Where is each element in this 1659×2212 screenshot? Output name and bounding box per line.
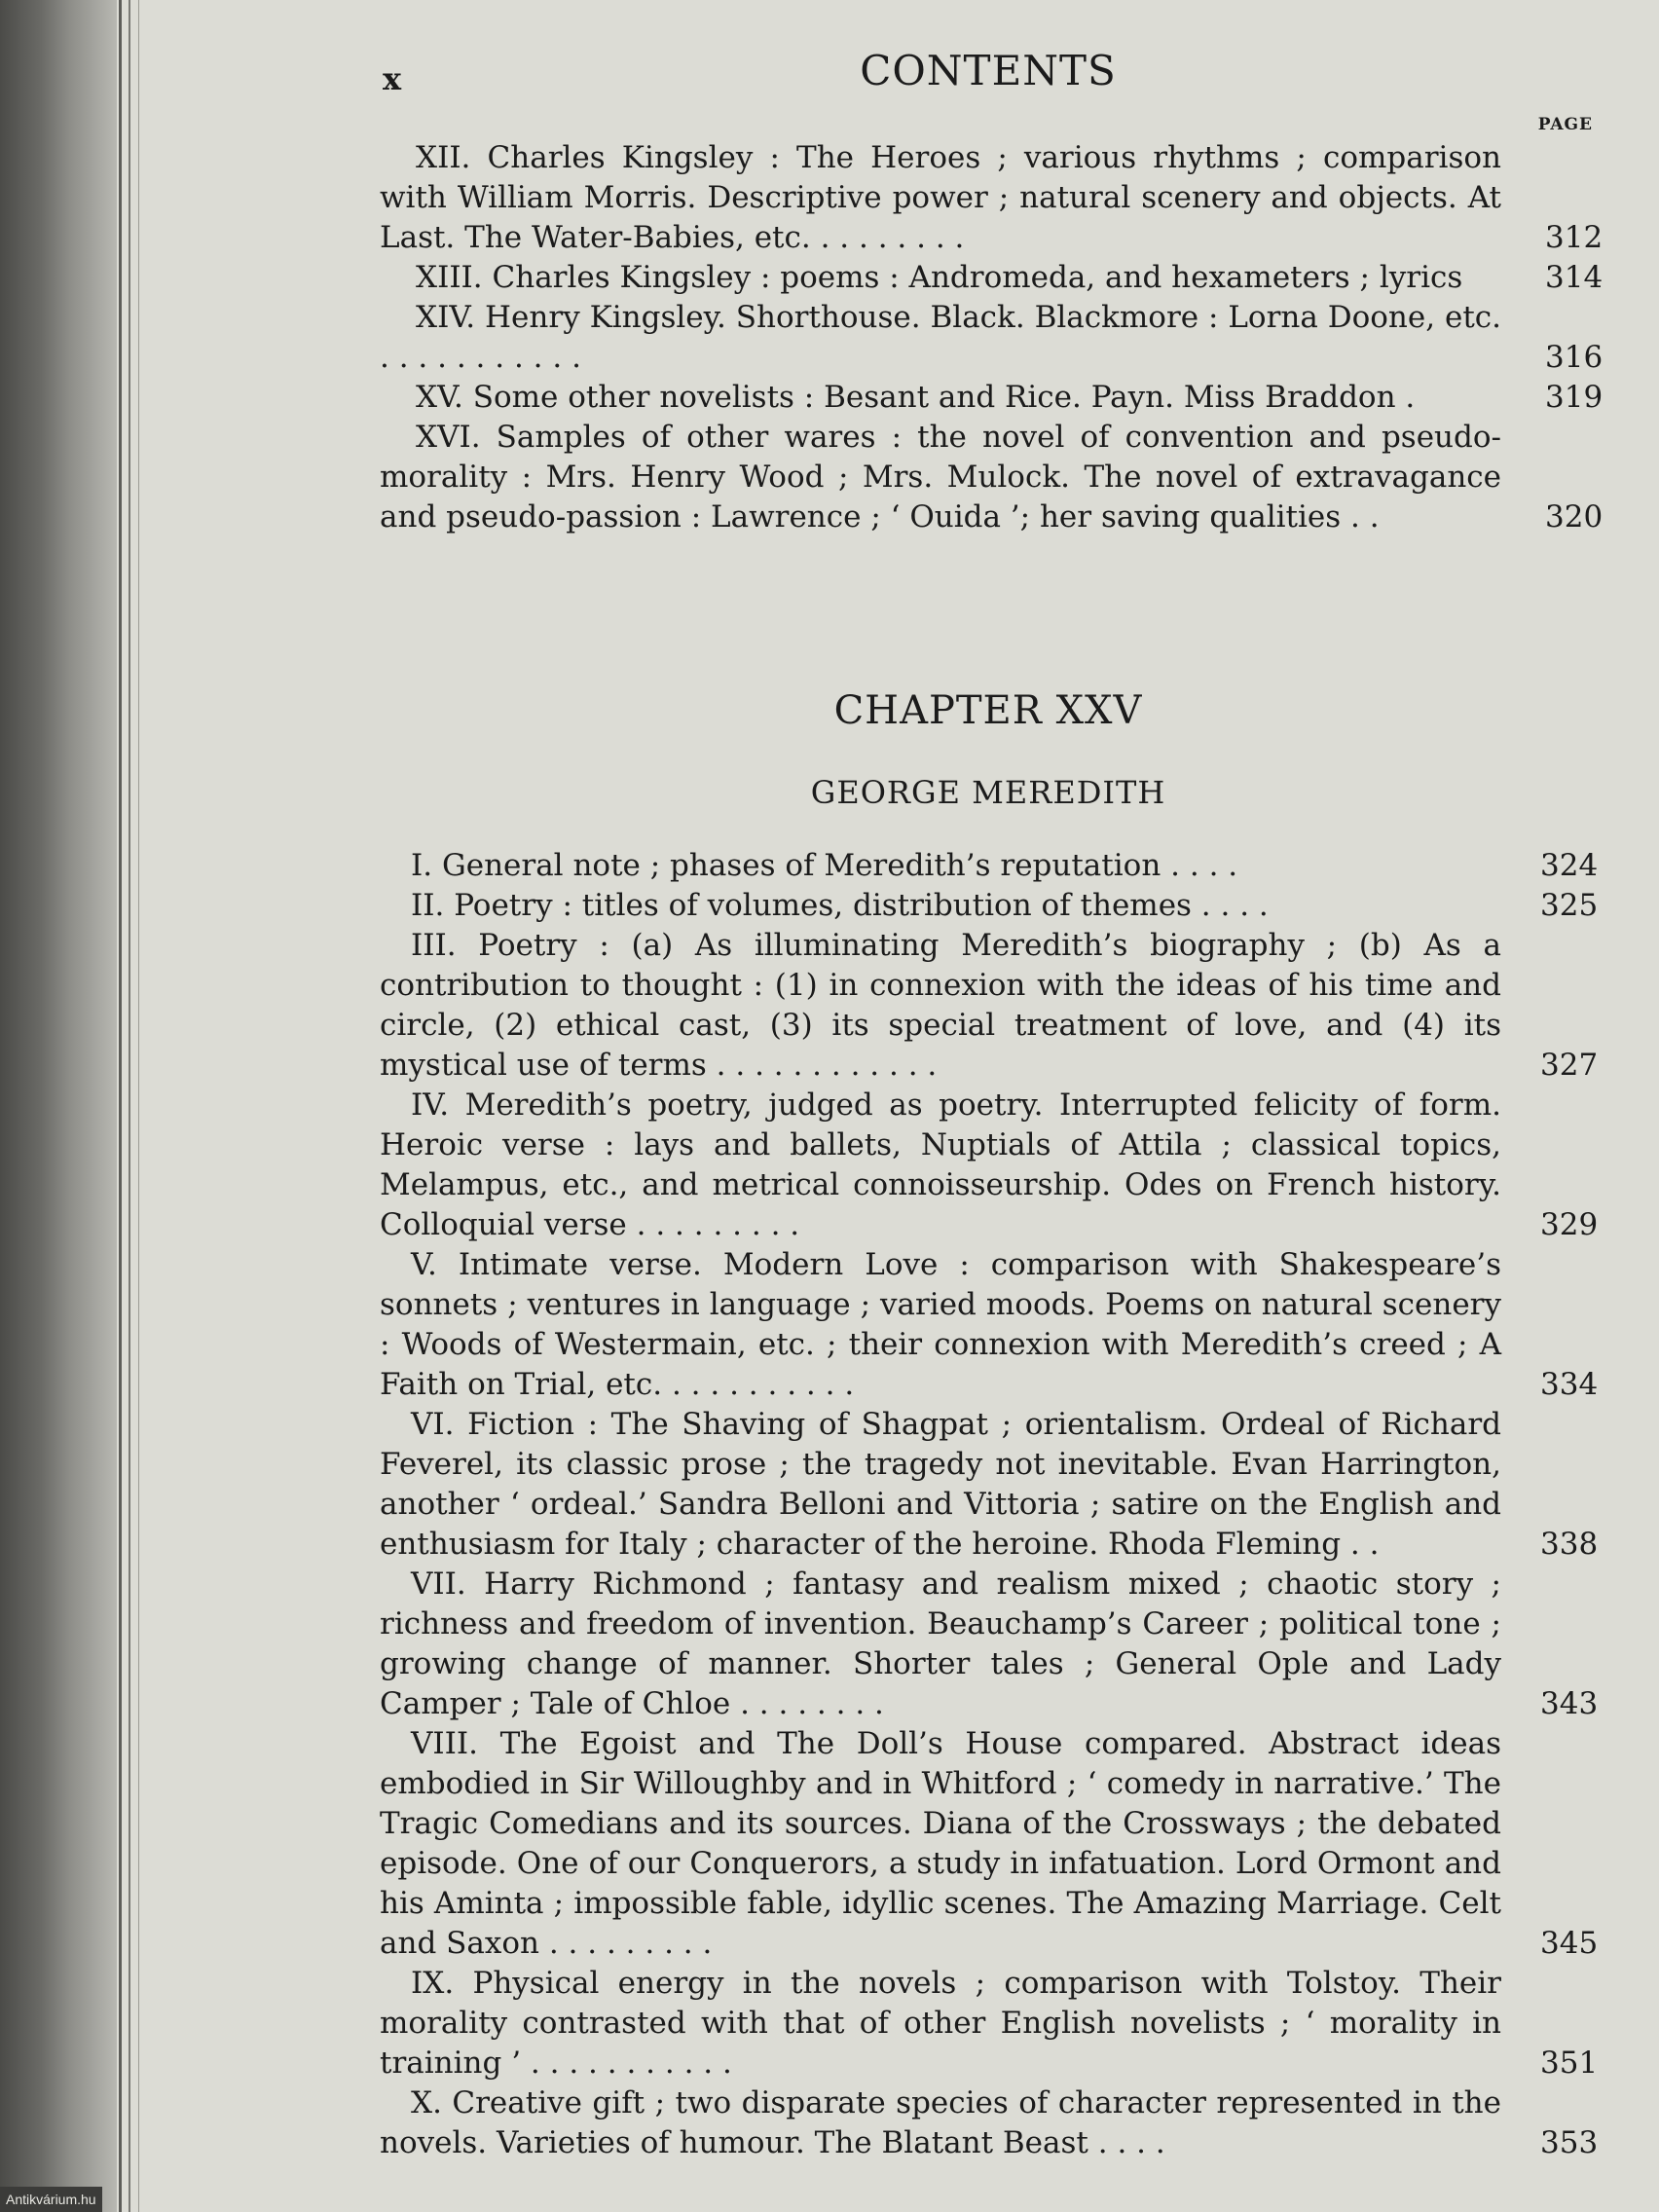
toc-entry-page: 353 xyxy=(1540,2125,1599,2160)
chapter-subject: GEORGE MEREDITH xyxy=(810,774,1166,811)
toc-entry xyxy=(380,378,1604,418)
toc-entry xyxy=(380,1086,1597,1245)
toc-entry-text: XVI. Samples of other wares : the novel of convention and pseudo-morality : Mrs. Henry Wood ; Mrs. Mulock. The novel of extravagance and pseudo-passion : Lawrence ; ‘ Ouida ’; her saving qualities . . xyxy=(380,420,1501,535)
toc-entry-page: 319 xyxy=(1545,380,1604,415)
toc-entry-text: XV. Some other novelists : Besant and Rice. Payn. Miss Braddon . xyxy=(416,380,1416,415)
running-title: CONTENTS xyxy=(860,47,1117,94)
toc-entry-page: 334 xyxy=(1540,1367,1599,1402)
toc-entry xyxy=(380,886,1597,926)
toc-entry-text: III. Poetry : (a) As illuminating Meredith’s biography ; (b) As a contribution to thought : (1) in connexion with the ideas of his time and circle, (2) ethical cast, (3) its special treatment of love, and (4) its mystical use of terms . . . . . . . . . . . . xyxy=(380,928,1501,1083)
toc-entry-text: X. Creative gift ; two disparate species of character represented in the novels. Varieties of humour. The Blatant Beast . . . . xyxy=(380,2085,1501,2160)
toc-entry-text: VI. Fiction : The Shaving of Shagpat ; orientalism. Ordeal of Richard Feverel, its classic prose ; the tragedy not inevitable. Evan Harrington, another ‘ ordeal.’ Sandra Belloni and Vittoria ; satire on the English and enthusiasm for Italy ; character of the heroine. Rhoda Fleming . . xyxy=(380,1407,1501,1562)
page-column-label: PAGE xyxy=(1537,115,1593,134)
toc-entry-text: VII. Harry Richmond ; fantasy and realism mixed ; chaotic story ; richness and freedom of invention. Beauchamp’s Career ; political tone ; growing change of manner. Shorter tales ; General Ople and Lady Camper ; Tale of Chloe . . . . . . . . xyxy=(380,1567,1501,1721)
toc-entry-page: 316 xyxy=(1545,340,1604,375)
toc-entry-text: II. Poetry : titles of volumes, distribution of themes . . . . xyxy=(411,888,1269,923)
toc-entry-page: 324 xyxy=(1540,848,1599,883)
toc-entry xyxy=(380,1245,1597,1405)
toc-entry xyxy=(380,1724,1597,1964)
chapter-heading: CHAPTER XXV xyxy=(833,688,1143,733)
toc-entry xyxy=(380,2083,1597,2163)
toc-entry-text: IX. Physical energy in the novels ; comparison with Tolstoy. Their morality contrasted with that of other English novelists ; ‘ morality in training ’ . . . . . . . . . . . xyxy=(380,1966,1501,2081)
toc-entry-page: 338 xyxy=(1540,1527,1599,1562)
toc-entry xyxy=(380,926,1597,1086)
watermark: Antikvárium.hu xyxy=(0,2187,102,2212)
toc-entry xyxy=(380,846,1597,886)
toc-entry-page: 329 xyxy=(1540,1207,1599,1242)
toc-entry xyxy=(380,418,1604,537)
toc-entry-text: V. Intimate verse. Modern Love : comparison with Shakespeare’s sonnets ; ventures in language ; varied moods. Poems on natural scenery : Woods of Westermain, etc. ; their connexion with Meredith’s creed ; A Faith on Trial, etc. . . . . . . . . . . xyxy=(380,1247,1501,1402)
page-number: x xyxy=(383,60,402,97)
toc-entry-text: VIII. The Egoist and The Doll’s House compared. Abstract ideas embodied in Sir Willoughby and in Whitford ; ‘ comedy in narrative.’ The Tragic Comedians and its sources. Diana of the Crossways ; the debated episode. One of our Conquerors, a study in infatuation. Lord Ormont and his Aminta ; impossible fable, idyllic scenes. The Amazing Marriage. Celt and Saxon . . . . . . . . . xyxy=(380,1726,1501,1961)
toc-entry xyxy=(380,1405,1597,1565)
toc-entry-text: XII. Charles Kingsley : The Heroes ; various rhythms ; comparison with William Morris. Descriptive power ; natural scenery and objects. At Last. The Water-Babies, etc. . . . . . . . . xyxy=(380,140,1501,255)
toc-entry-text: I. General note ; phases of Meredith’s reputation . . . . xyxy=(411,848,1238,883)
toc-entry xyxy=(380,258,1604,298)
toc-entry xyxy=(380,1964,1597,2083)
toc-entry-page: 351 xyxy=(1540,2046,1599,2081)
toc-entry-text: XIII. Charles Kingsley : poems : Andromeda, and hexameters ; lyrics xyxy=(416,260,1463,295)
toc-entry-page: 314 xyxy=(1545,260,1604,295)
toc-entry-page: 327 xyxy=(1540,1048,1599,1083)
page-edge-line xyxy=(119,0,122,2212)
book-spine-shadow xyxy=(0,0,117,2212)
page-edge-line xyxy=(129,0,130,2212)
toc-entry xyxy=(380,1565,1597,1724)
page-edge-line xyxy=(138,0,139,2212)
chapter-entries xyxy=(380,846,1597,2163)
toc-entry xyxy=(380,298,1604,378)
toc-entry-page: 345 xyxy=(1540,1926,1599,1961)
toc-entry xyxy=(380,138,1604,258)
toc-entry-text: XIV. Henry Kingsley. Shorthouse. Black. Blackmore : Lorna Doone, etc. . . . . . . . . . . . xyxy=(380,300,1501,375)
toc-entry-page: 312 xyxy=(1545,220,1604,255)
previous-chapter-entries xyxy=(380,138,1604,537)
toc-entry-page: 320 xyxy=(1545,499,1604,535)
toc-entry-page: 343 xyxy=(1540,1686,1599,1721)
toc-entry-text: IV. Meredith’s poetry, judged as poetry. Interrupted felicity of form. Heroic verse : lays and ballets, Nuptials of Attila ; classical topics, Melampus, etc., and metrical connoisseurship. Odes on French history. Colloquial verse . . . . . . . . . xyxy=(380,1088,1501,1242)
toc-entry-page: 325 xyxy=(1540,888,1599,923)
